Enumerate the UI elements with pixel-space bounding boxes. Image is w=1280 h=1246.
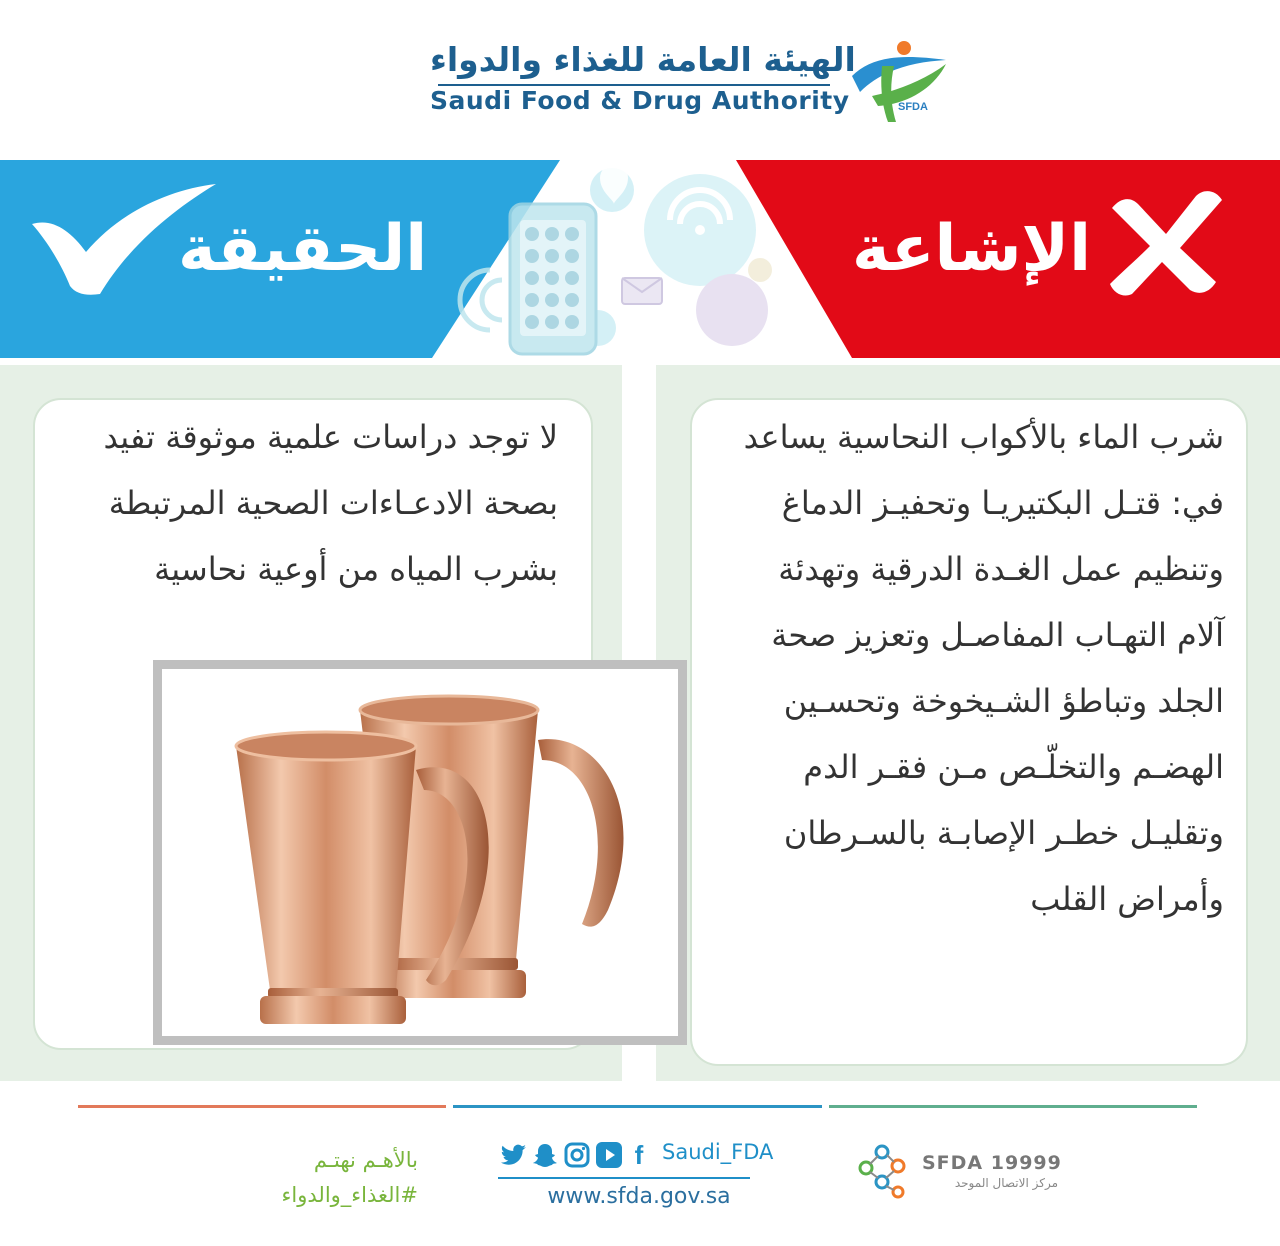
rumor-line: الجلد وتباطؤ الشـيخوخة وتحسـين (783, 682, 1224, 720)
rumor-line: في: قتـل البكتيريـا وتحفيـز الدماغ (781, 484, 1224, 522)
fact-title: الحقيقة (178, 212, 428, 286)
footer-rule-orange (78, 1105, 446, 1108)
rumor-line: وتقليـل خطـر الإصابـة بالسـرطان (783, 814, 1224, 852)
rumor-title: الإشاعة (852, 212, 1092, 286)
social-underline (498, 1177, 750, 1179)
social-links (500, 1138, 780, 1172)
check-mark-icon (26, 178, 222, 302)
footer-rule-green (829, 1105, 1197, 1108)
facebook-icon[interactable]: f (634, 1140, 644, 1170)
hotline-name: مركز الاتصال الموحد (954, 1176, 1058, 1190)
instagram-icon[interactable] (564, 1142, 590, 1168)
hashtag[interactable]: #الغذاء_والدواء (281, 1183, 418, 1207)
youtube-icon[interactable] (596, 1142, 622, 1168)
slogan: بالأهـم نهتـم (313, 1148, 418, 1172)
hotline-logo-icon (858, 1142, 912, 1200)
fact-text (60, 404, 558, 602)
x-mark-icon (1104, 186, 1228, 298)
rumor-line: وتنظيم عمل الغـدة الدرقية وتهدئة (778, 550, 1224, 588)
fact-line: بصحة الادعـاءات الصحية المرتبطة (108, 484, 558, 522)
fact-line: بشرب المياه من أوعية نحاسية (154, 550, 558, 588)
website-link[interactable]: www.sfda.gov.sa (547, 1184, 731, 1209)
rumor-line: الهضـم والتخلّـص مـن فقـر الدم (803, 748, 1224, 786)
sfda-logo-icon (842, 36, 952, 126)
org-name-english: Saudi Food & Drug Authority (430, 86, 850, 115)
org-name-arabic: الهيئة العامة للغذاء والدواء (430, 40, 856, 79)
rumor-line: آلام التهـاب المفاصـل وتعزيز صحة (771, 616, 1224, 654)
rumor-text (716, 404, 1224, 932)
rumor-line: وأمراض القلب (1030, 880, 1224, 918)
sfda-logo-text: SFDA (898, 101, 928, 113)
snapchat-icon[interactable] (532, 1142, 558, 1168)
social-handle[interactable]: Saudi_FDA (662, 1140, 774, 1164)
twitter-icon[interactable] (500, 1142, 526, 1168)
hotline-number[interactable]: SFDA 19999 (922, 1152, 1062, 1174)
rumor-line: شرب الماء بالأكواب النحاسية يساعد (743, 418, 1224, 456)
footer-rule-blue (453, 1105, 822, 1108)
fact-line: لا توجد دراسات علمية موثوقة تفيد (103, 418, 558, 456)
copper-mugs-photo (220, 690, 640, 1030)
